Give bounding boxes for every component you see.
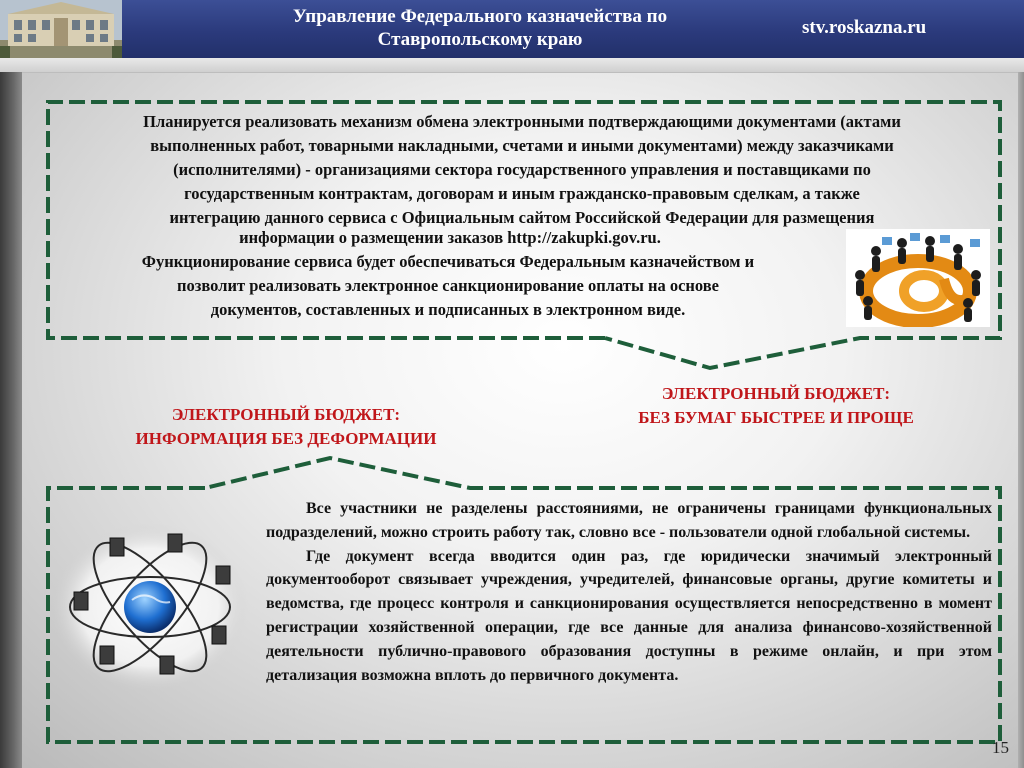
page-number: 15 — [992, 738, 1009, 757]
slogan-right-line2: БЕЗ БУМАГ БЫСТРЕЕ И ПРОЩЕ — [638, 408, 914, 427]
service-paragraph — [58, 250, 838, 322]
slogan-right-line1: ЭЛЕКТРОННЫЙ БЮДЖЕТ: — [661, 384, 891, 403]
top-box-paragraph — [56, 110, 988, 230]
top-paragraph-last-line — [0, 226, 900, 250]
header-title-line2: Ставропольскому краю — [377, 29, 583, 50]
globe-network-computers-icon — [50, 522, 250, 692]
top-paragraph-line: выполненных работ, товарными накладными, счетами и иными документами) между заказчиками — [150, 136, 894, 155]
top-paragraph-line: интеграцию данного сервиса с Официальным сайтом Российской Федерации для размещения — [169, 208, 875, 227]
top-paragraph-line: (исполнителями) - организациями сектора государственного управления и поставщиками по — [173, 160, 871, 179]
service-line: документов, составленных и подписанных в электронном виде. — [210, 300, 686, 319]
header-url-link[interactable]: stv.roskazna.ru — [802, 17, 927, 38]
email-at-sign-people-icon — [846, 229, 990, 327]
service-line: Функционирование сервиса будет обеспечиваться Федеральным казначейством и — [141, 252, 755, 271]
slogan-left — [96, 403, 476, 451]
top-paragraph-line: государственным контрактам, договорам и иным гражданско-правовым сделкам, а также — [184, 184, 860, 203]
slogan-left-line2: ИНФОРМАЦИЯ БЕЗ ДЕФОРМАЦИИ — [135, 429, 437, 448]
zakupki-line: информации о размещении заказов http://zakupki.gov.ru. — [239, 228, 661, 247]
top-paragraph-line: Планируется реализовать механизм обмена электронными подтверждающими документами (актами — [143, 112, 901, 131]
bottom-box-text — [266, 497, 992, 687]
slogan-left-line1: ЭЛЕКТРОННЫЙ БЮДЖЕТ: — [171, 405, 401, 424]
slogan-right — [600, 382, 952, 430]
header-title-line1: Управление Федерального казначейства по — [292, 6, 668, 27]
service-line: позволит реализовать электронное санкционирование оплаты на основе — [177, 276, 719, 295]
bottom-paragraph-2: Где документ всегда вводится один раз, где юридически значимый электронный документооборот связывает учреждения, учредителей, финансовые органы, другие комитеты и ведомства, где процесс контроля и санкционирования осуществляется непосредственно в момент регистрации хозяйственной операции, где все данные для анализа финансово-хозяйственной деятельности публично-правового образования доступны в режиме онлайн, и при этом детализация возможна вплоть до первичного документа. — [266, 547, 992, 684]
bottom-paragraph-1: Все участники не разделены расстояниями, не ограничены границами функциональных подразделений, можно строить работу так, словно все - пользователи одной глобальной системы. — [266, 500, 992, 541]
